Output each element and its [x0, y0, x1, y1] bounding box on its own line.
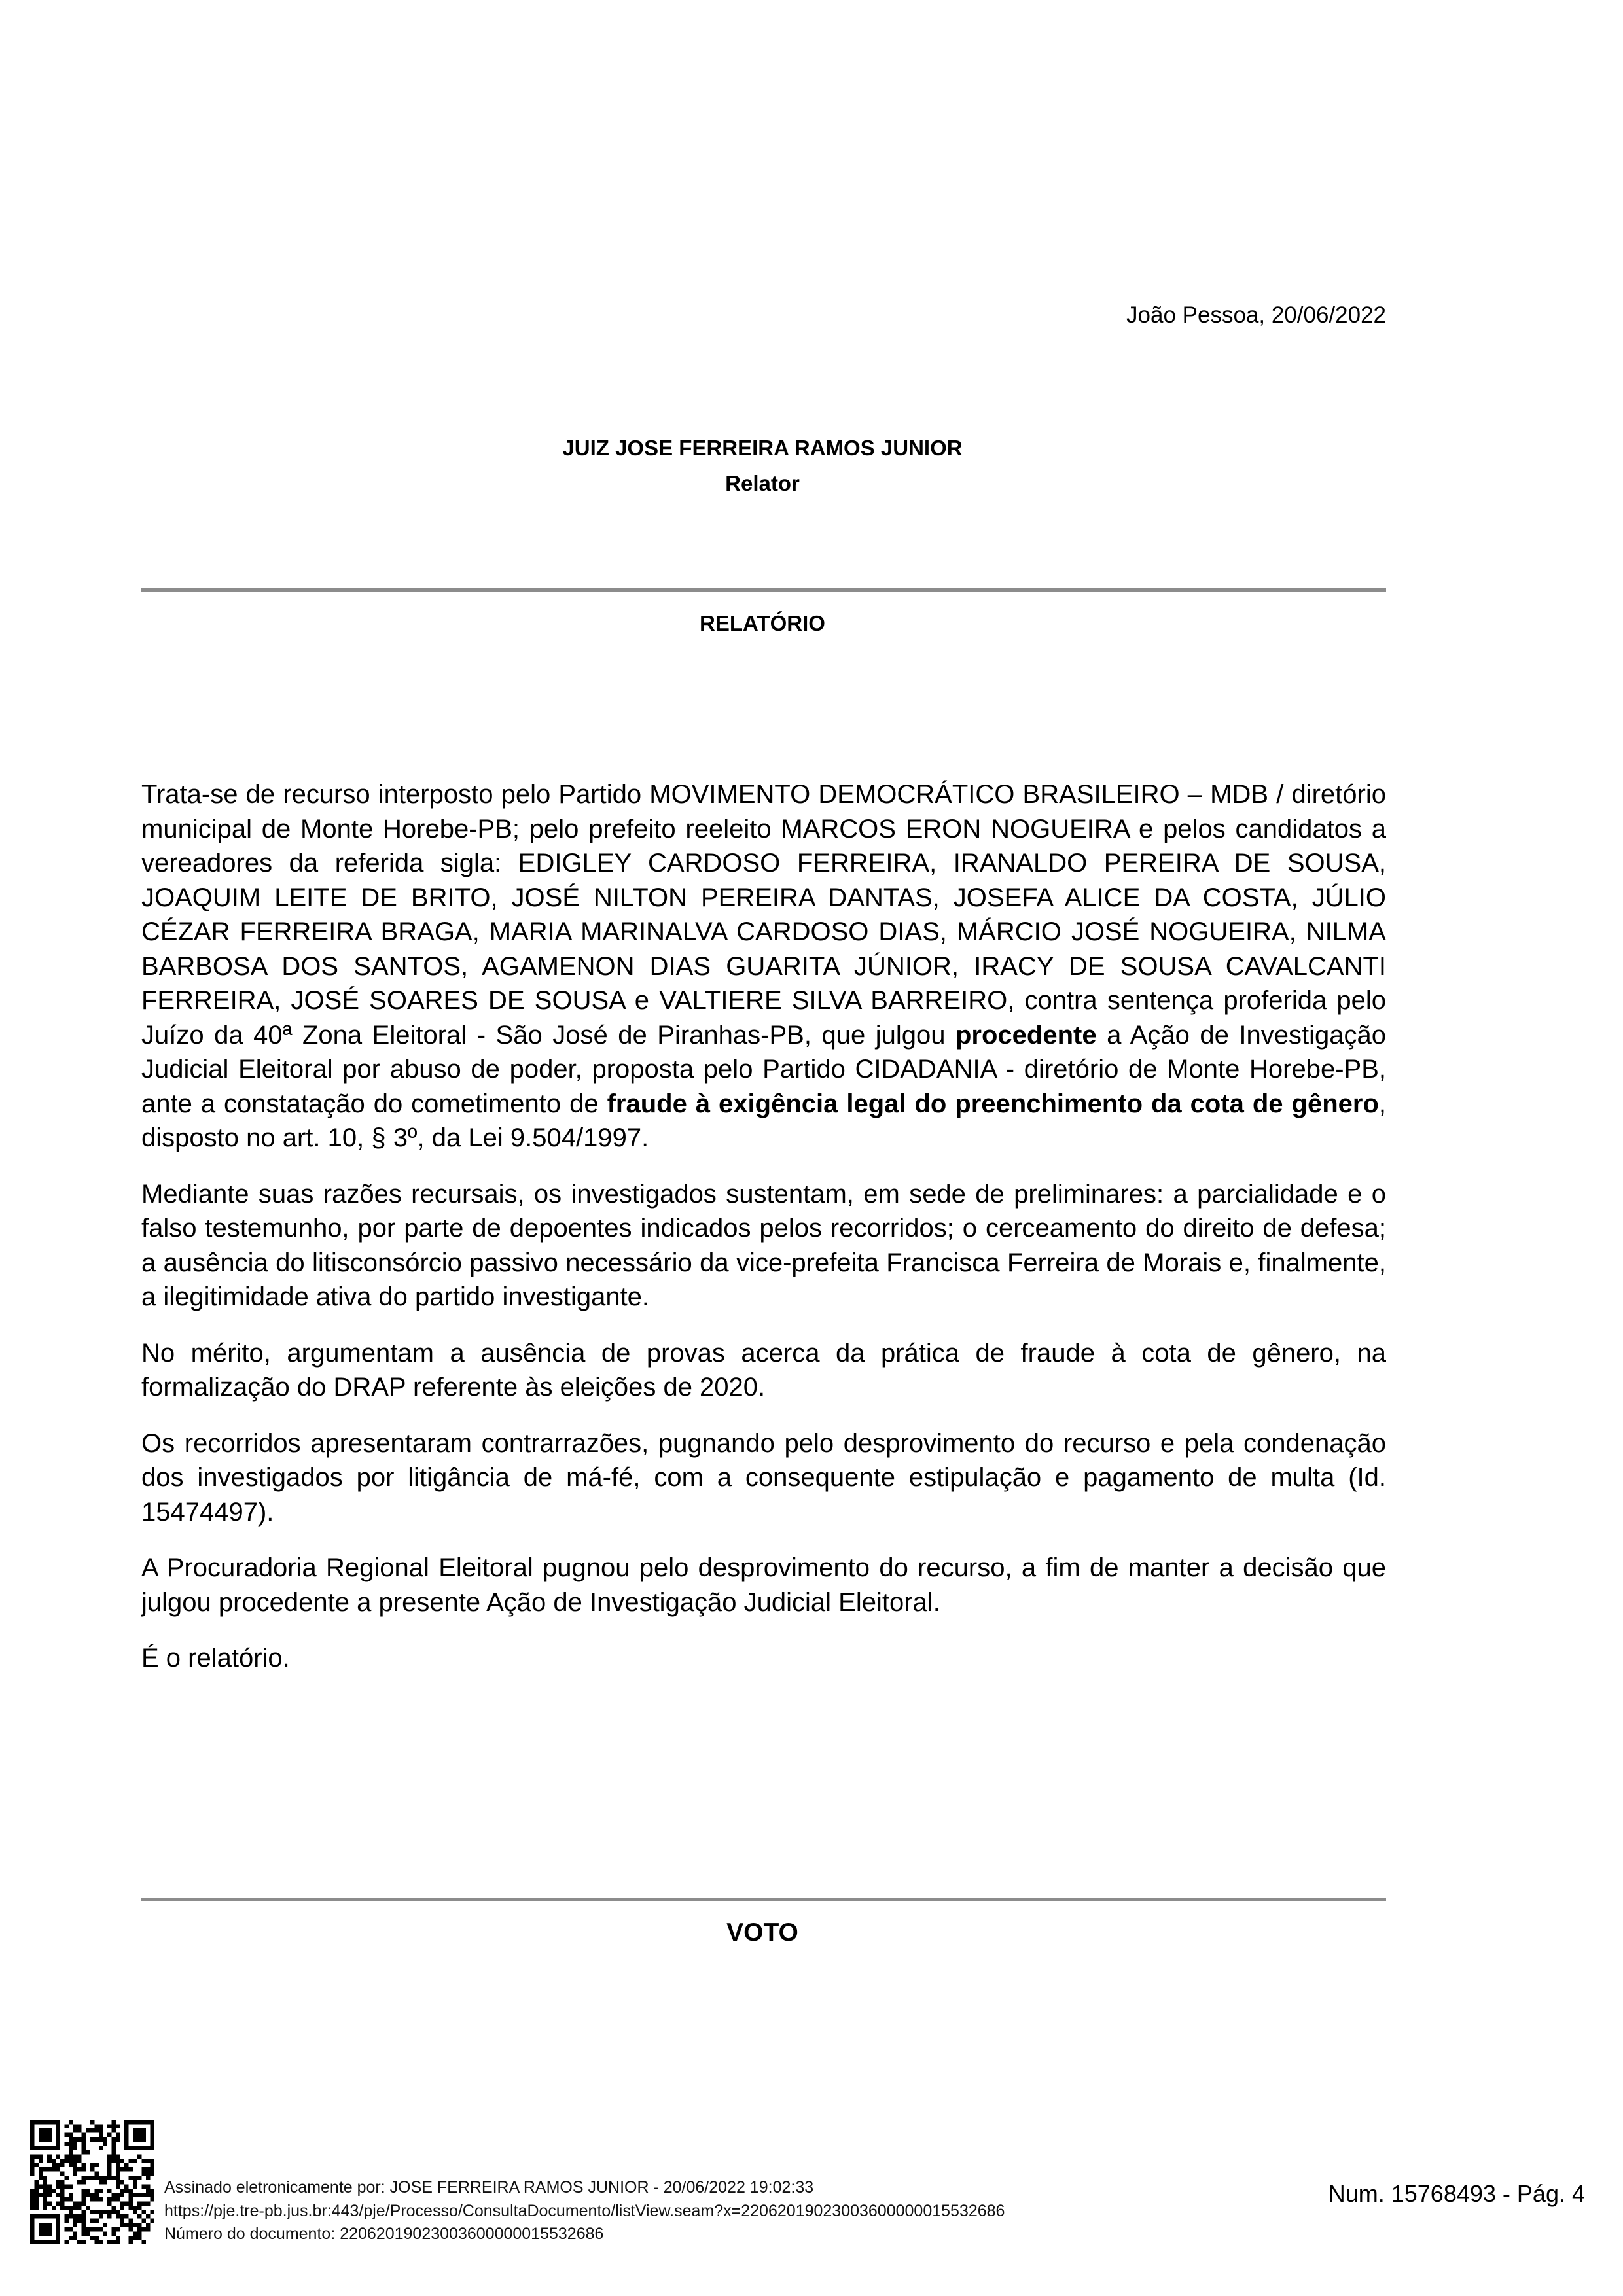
qr-code-icon[interactable] [30, 2120, 154, 2244]
emphasis-text: procedente [955, 1020, 1097, 1050]
report-title: RELATÓRIO [700, 611, 825, 635]
page-number: Num. 15768493 - Pág. 4 [1328, 2180, 1585, 2207]
judge-role: Relator [725, 471, 800, 495]
signature-info: Assinado eletronicamente por: JOSE FERREIRA RAMOS JUNIOR - 20/06/2022 19:02:33 [164, 2178, 814, 2197]
vote-title: VOTO [726, 1918, 798, 1947]
divider-top [141, 588, 1386, 592]
judge-signature-block [0, 431, 1525, 501]
report-closing: É o relatório. [141, 1644, 290, 1672]
report-paragraph-4: Os recorridos apresentaram contrarrazões, pugnando pelo desprovimento do recurso e pela condenação dos investigados por litigância de má-fé, com a consequente estipulação e pagamento de multa (Id. 15474497). [141, 1428, 1386, 1527]
report-paragraph-3: No mérito, argumentam a ausência de provas acerca da prática de fraude à cota de gênero, na formalização do DRAP referente às eleições de 2020. [141, 1338, 1386, 1402]
report-body [141, 777, 1386, 1697]
paragraph-text: Trata-se de recurso interposto pelo Partido MOVIMENTO DEMOCRÁTICO BRASILEIRO – MDB / diretório municipal de Monte Horebe-PB; pelo prefeito reeleito MARCOS ERON NOGUEIRA e pelos candidatos a vereadores da referida sigla: EDIGLEY CARDOSO FERREIRA, IRANALDO PEREIRA DE SOUSA, JOAQUIM LEITE DE BRITO, JOSÉ NILTON PEREIRA DANTAS, JOSEFA ALICE DA COSTA, JÚLIO CÉZAR FERREIRA BRAGA, MARIA MARINALVA CARDOSO DIAS, MÁRCIO JOSÉ NOGUEIRA, NILMA BARBOSA DOS SANTOS, AGAMENON DIAS GUARITA JÚNIOR, IRACY DE SOUSA CAVALCANTI FERREIRA, JOSÉ SOARES DE SOUSA e VALTIERE SILVA BARREIRO, contra sentença proferida pelo Juízo da 40ª Zona Eleitoral - São José de Piranhas-PB, que julgou [141, 780, 1386, 1050]
document-date: João Pessoa, 20/06/2022 [1126, 302, 1386, 328]
emphasis-text: fraude à exigência legal do preenchimento da cota de gênero [607, 1089, 1379, 1118]
footer-signature-lines [164, 2176, 1005, 2246]
divider-vote [141, 1898, 1386, 1901]
paragraph-text: a Ação de Investigação Judicial Eleitoral por abuso de poder, proposta pelo Partido CIDADANIA - diretório de Monte Horebe-PB, ante a constatação do cometimento de [141, 1020, 1386, 1118]
paragraph-text: , disposto no art. 10, § 3º, da Lei 9.504/1997. [141, 1089, 1386, 1152]
document-number: Número do documento: 22062019023003600000015532686 [164, 2225, 604, 2243]
report-paragraph-5: A Procuradoria Regional Eleitoral pugnou pelo desprovimento do recurso, a fim de manter a decisão que julgou procedente a presente Ação de Investigação Judicial Eleitoral. [141, 1553, 1386, 1617]
judge-name: JUIZ JOSE FERREIRA RAMOS JUNIOR [562, 436, 963, 460]
report-paragraph-1 [141, 777, 1386, 1156]
signature-footer [30, 2120, 1601, 2277]
report-paragraph-2: Mediante suas razões recursais, os investigados sustentam, em sede de preliminares: a parcialidade e o falso testemunho, por parte de depoentes indicados pelos recorridos; o cerceamento do direito de defesa; a ausência do litisconsórcio passivo necessário da vice-prefeita Francisca Ferreira de Morais e, finalmente, a ilegitimidade ativa do partido investigante. [141, 1179, 1386, 1311]
verification-url[interactable]: https://pje.tre-pb.jus.br:443/pje/Processo/ConsultaDocumento/listView.seam?x=22062019023003600000015532686 [164, 2201, 1005, 2220]
